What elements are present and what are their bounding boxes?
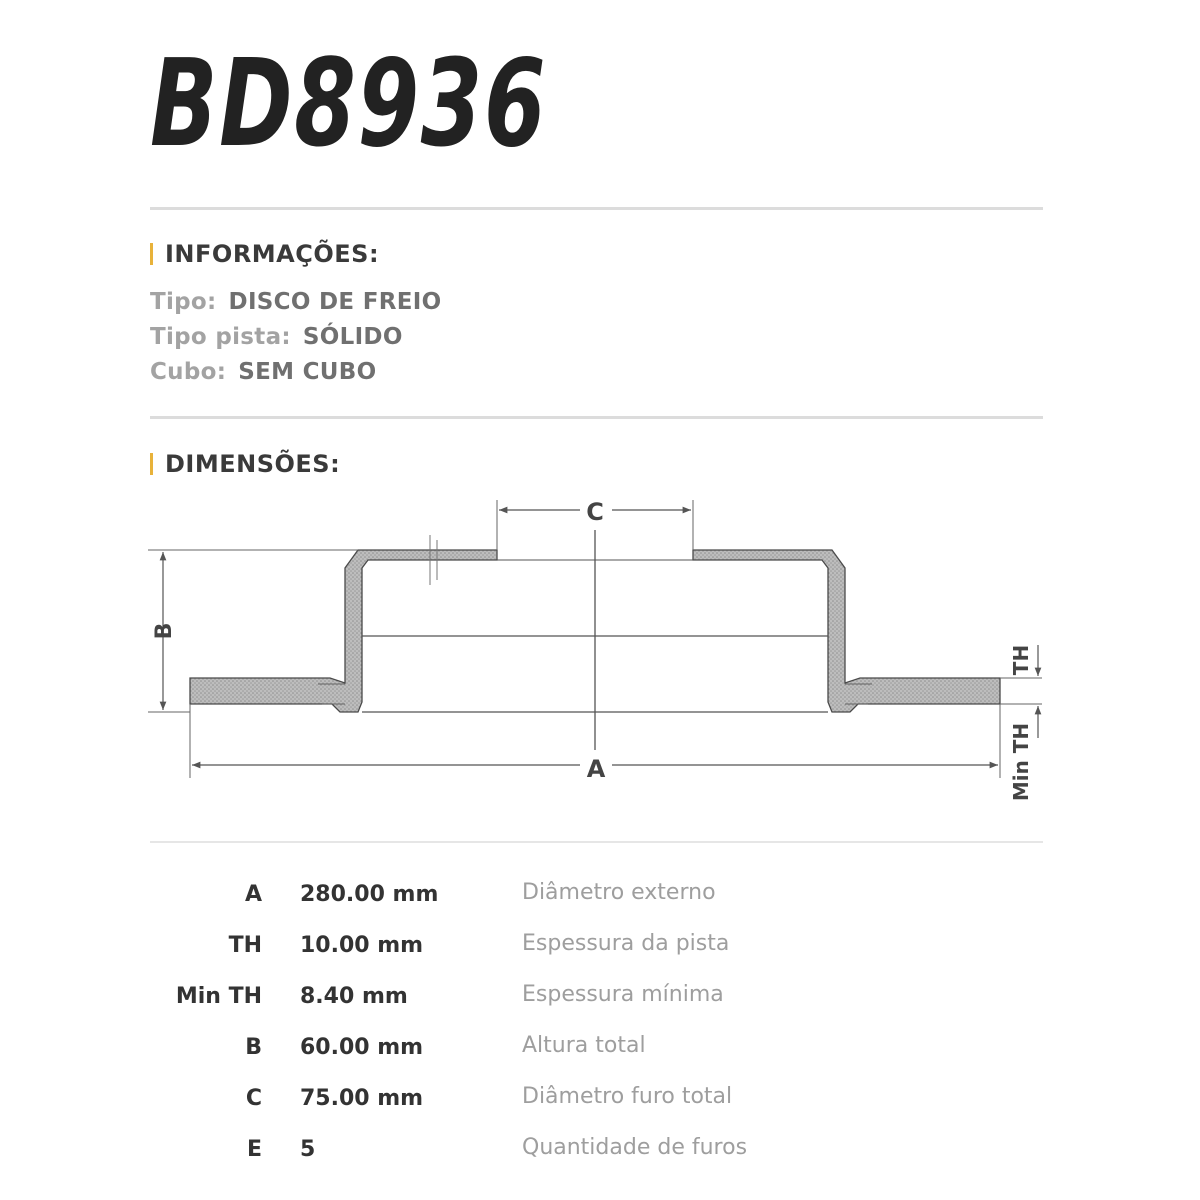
spec-value: 8.40 mm xyxy=(300,984,408,1009)
dim-label-a: A xyxy=(586,755,606,783)
spec-row-e xyxy=(0,1137,1200,1177)
spec-code: E xyxy=(246,1137,262,1162)
info-title-text: INFORMAÇÕES: xyxy=(165,240,380,268)
dim-label-c: C xyxy=(586,498,604,526)
spec-desc: Espessura mínima xyxy=(522,982,724,1007)
info-value: SEM CUBO xyxy=(238,359,377,385)
spec-value: 60.00 mm xyxy=(300,1035,424,1060)
divider-top xyxy=(150,207,1043,210)
info-row-tipo xyxy=(150,289,441,315)
spec-row-min-th xyxy=(0,984,1200,1024)
info-section-title xyxy=(150,240,379,268)
spec-code: C xyxy=(245,1086,262,1111)
disc-section xyxy=(190,550,497,712)
spec-value: 280.00 mm xyxy=(300,882,439,907)
spec-value: 5 xyxy=(300,1137,316,1162)
spec-row-th xyxy=(0,933,1200,973)
divider-bottom xyxy=(150,841,1043,843)
product-code: BD8936 xyxy=(150,35,548,174)
spec-row-b xyxy=(0,1035,1200,1075)
accent-bar xyxy=(150,243,153,265)
spec-value: 10.00 mm xyxy=(300,933,424,958)
spec-code: A xyxy=(244,882,262,907)
spec-code: Min TH xyxy=(175,984,262,1009)
dim-label-b: B xyxy=(152,622,177,640)
info-label: Tipo pista: xyxy=(150,324,291,350)
info-value: DISCO DE FREIO xyxy=(228,289,442,315)
dim-label-th: TH xyxy=(1009,644,1033,676)
divider-middle xyxy=(150,416,1043,419)
spec-desc: Quantidade de furos xyxy=(522,1135,748,1160)
spec-row-c xyxy=(0,1086,1200,1126)
spec-code: TH xyxy=(228,933,262,958)
info-value: SÓLIDO xyxy=(302,324,403,350)
brake-disc-drawing xyxy=(0,480,1200,810)
info-label: Tipo: xyxy=(150,289,217,315)
dimensions-title-text: DIMENSÕES: xyxy=(165,450,341,478)
spec-desc: Altura total xyxy=(522,1033,646,1058)
accent-bar xyxy=(150,453,153,475)
spec-code: B xyxy=(245,1035,262,1060)
dimensions-section-title xyxy=(150,450,340,478)
spec-desc: Espessura da pista xyxy=(522,931,730,956)
info-row-cubo xyxy=(150,359,376,385)
info-row-tipo-pista xyxy=(150,324,403,350)
spec-desc: Diâmetro furo total xyxy=(522,1084,733,1109)
info-label: Cubo: xyxy=(150,359,227,385)
dim-label-min-th: Min TH xyxy=(1009,722,1033,802)
spec-row-a xyxy=(0,882,1200,922)
spec-value: 75.00 mm xyxy=(300,1086,424,1111)
spec-desc: Diâmetro externo xyxy=(522,880,716,905)
disc-section-mirror xyxy=(693,550,1000,712)
